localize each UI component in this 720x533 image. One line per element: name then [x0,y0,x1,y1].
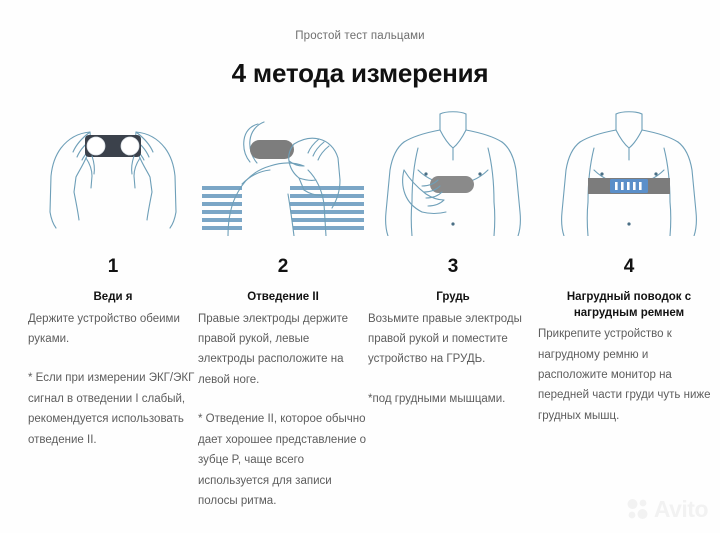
torso-hand-device-on-chest-icon [368,108,538,236]
step-number-4: 4 [623,256,635,277]
chest-marker-left [424,172,427,175]
step-title-1: Веди я [93,291,133,303]
hand-device-on-leg-icon [198,108,368,236]
step-number-3: 3 [447,256,459,277]
avito-watermark-label: Avito [653,495,708,522]
step-body-4: Прикрепите устройство к нагрудному ремню и расположите монитор на передней части груди чуть ниже грудных мышц. [538,328,711,422]
chest-marker-right-4 [654,172,657,175]
step-note-3: *под грудными мышцами. [368,392,506,405]
device-body-3 [430,176,474,193]
step-title-2: Отведение II [247,291,319,303]
step-card-2 [198,108,368,512]
illustration-2 [198,108,368,236]
chest-marker-left-4 [600,172,603,175]
torso-chest-strap-monitor-icon [538,108,720,236]
stripe-band-right [290,186,364,230]
step-note-2: * Отведение II, которое обычно дает хорошее представление о зубце P, чаще всего используется для записи полосы ритма. [198,413,367,508]
illustration-1 [28,108,198,236]
step-title-3: Грудь [436,291,470,303]
illustration-4 [538,108,720,236]
step-body-3: Возьмите правые электроды правой рукой и поместите устройство на ГРУДЬ. [368,312,522,366]
electrode-right-1 [121,137,139,155]
step-title-4: Нагрудный поводок с нагрудным ремнем [566,291,692,319]
navel-marker [451,222,454,225]
step-number-2: 2 [277,256,289,277]
step-body-2: Правые электроды держите правой рукой, левые электроды расположите на левой ноге. [198,312,349,386]
step-number-1: 1 [107,256,119,277]
step-card-3 [368,108,538,512]
electrode-left-1 [87,137,105,155]
step-body-1: Держите устройство обеими руками. [28,312,180,345]
step-note-1: * Если при измерении ЭКГ/ЭКГ сигнал в отведении I слабый, рекомендуется использовать отведение II. [28,372,195,446]
navel-marker-4 [627,222,630,225]
step-card-4 [538,108,720,512]
steps-container [0,108,720,512]
device-body-2 [250,140,294,159]
two-hands-holding-device-icon [28,108,198,236]
illustration-3 [368,108,538,236]
avito-watermark [626,497,708,521]
stripe-band-left [202,186,242,230]
chest-marker-right [478,172,481,175]
page-title: 4 метода измерения [231,57,489,88]
page-header [0,0,720,86]
page-subtitle: Простой тест пальцами [295,30,425,42]
avito-dots-logo-icon [626,497,650,521]
step-card-1 [28,108,198,512]
